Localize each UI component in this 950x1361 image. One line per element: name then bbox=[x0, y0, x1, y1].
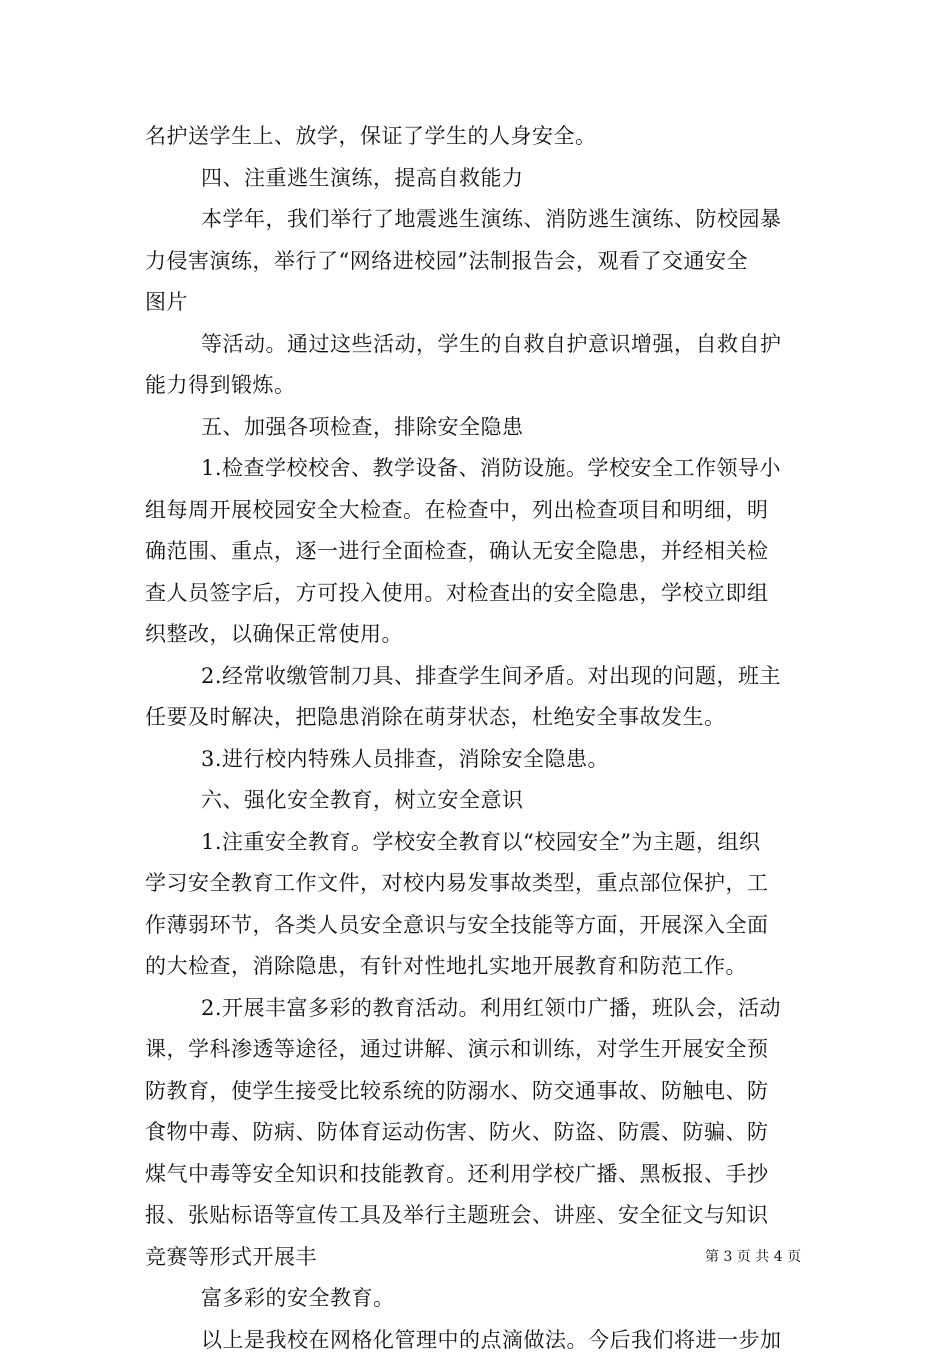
text-line: 食物中毒、防病、防体育运动伤害、防火、防盗、防震、防骗、防 bbox=[145, 1112, 805, 1154]
text-line: 任要及时解决，把隐患消除在萌芽状态，杜绝安全事故发生。 bbox=[145, 697, 805, 739]
text-line: 图片 bbox=[145, 282, 805, 324]
text-line: 2.经常收缴管制刀具、排查学生间矛盾。对出现的问题，班主 bbox=[145, 656, 805, 698]
text-line: 富多彩的安全教育。 bbox=[145, 1278, 805, 1320]
text-line: 1.检查学校校舍、教学设备、消防设施。学校安全工作领导小 bbox=[145, 448, 805, 490]
text-line: 报、张贴标语等宣传工具及举行主题班会、讲座、安全征文与知识 bbox=[145, 1195, 805, 1237]
text-line: 以上是我校在网格化管理中的点滴做法。今后我们将进一步加 bbox=[145, 1320, 805, 1361]
text-line: 织整改，以确保正常使用。 bbox=[145, 614, 805, 656]
text-line: 煤气中毒等安全知识和技能教育。还利用学校广播、黑板报、手抄 bbox=[145, 1154, 805, 1196]
text-line: 防教育，使学生接受比较系统的防溺水、防交通事故、防触电、防 bbox=[145, 1071, 805, 1113]
text-line: 2.开展丰富多彩的教育活动。利用红领巾广播，班队会，活动 bbox=[145, 988, 805, 1030]
text-line: 能力得到锻炼。 bbox=[145, 365, 805, 407]
text-line: 确范围、重点，逐一进行全面检查，确认无安全隐患，并经相关检 bbox=[145, 531, 805, 573]
page-number: 第 3 页 共 4 页 bbox=[705, 1247, 801, 1267]
text-line: 力侵害演练，举行了“网络进校园”法制报告会，观看了交通安全 bbox=[145, 241, 805, 283]
text-line: 等活动。通过这些活动，学生的自救自护意识增强，自救自护 bbox=[145, 324, 805, 366]
document-body bbox=[145, 116, 805, 1361]
text-line: 学习安全教育工作文件，对校内易发事故类型，重点部位保护，工 bbox=[145, 863, 805, 905]
text-line: 五、加强各项检查，排除安全隐患 bbox=[145, 407, 805, 449]
text-line: 本学年，我们举行了地震逃生演练、消防逃生演练、防校园暴 bbox=[145, 199, 805, 241]
text-line: 1.注重安全教育。学校安全教育以“校园安全”为主题，组织 bbox=[145, 822, 805, 864]
text-line: 六、强化安全教育，树立安全意识 bbox=[145, 780, 805, 822]
text-line: 四、注重逃生演练，提高自救能力 bbox=[145, 158, 805, 200]
text-line: 竞赛等形式开展丰 bbox=[145, 1237, 805, 1279]
text-line: 3.进行校内特殊人员排查，消除安全隐患。 bbox=[145, 739, 805, 781]
text-line: 查人员签字后，方可投入使用。对检查出的安全隐患，学校立即组 bbox=[145, 573, 805, 615]
text-line: 课，学科渗透等途径，通过讲解、演示和训练，对学生开展安全预 bbox=[145, 1029, 805, 1071]
text-line: 名护送学生上、放学，保证了学生的人身安全。 bbox=[145, 116, 805, 158]
text-line: 作薄弱环节，各类人员安全意识与安全技能等方面，开展深入全面 bbox=[145, 905, 805, 947]
text-line: 的大检查，消除隐患，有针对性地扎实地开展教育和防范工作。 bbox=[145, 946, 805, 988]
text-line: 组每周开展校园安全大检查。在检查中，列出检查项目和明细，明 bbox=[145, 490, 805, 532]
